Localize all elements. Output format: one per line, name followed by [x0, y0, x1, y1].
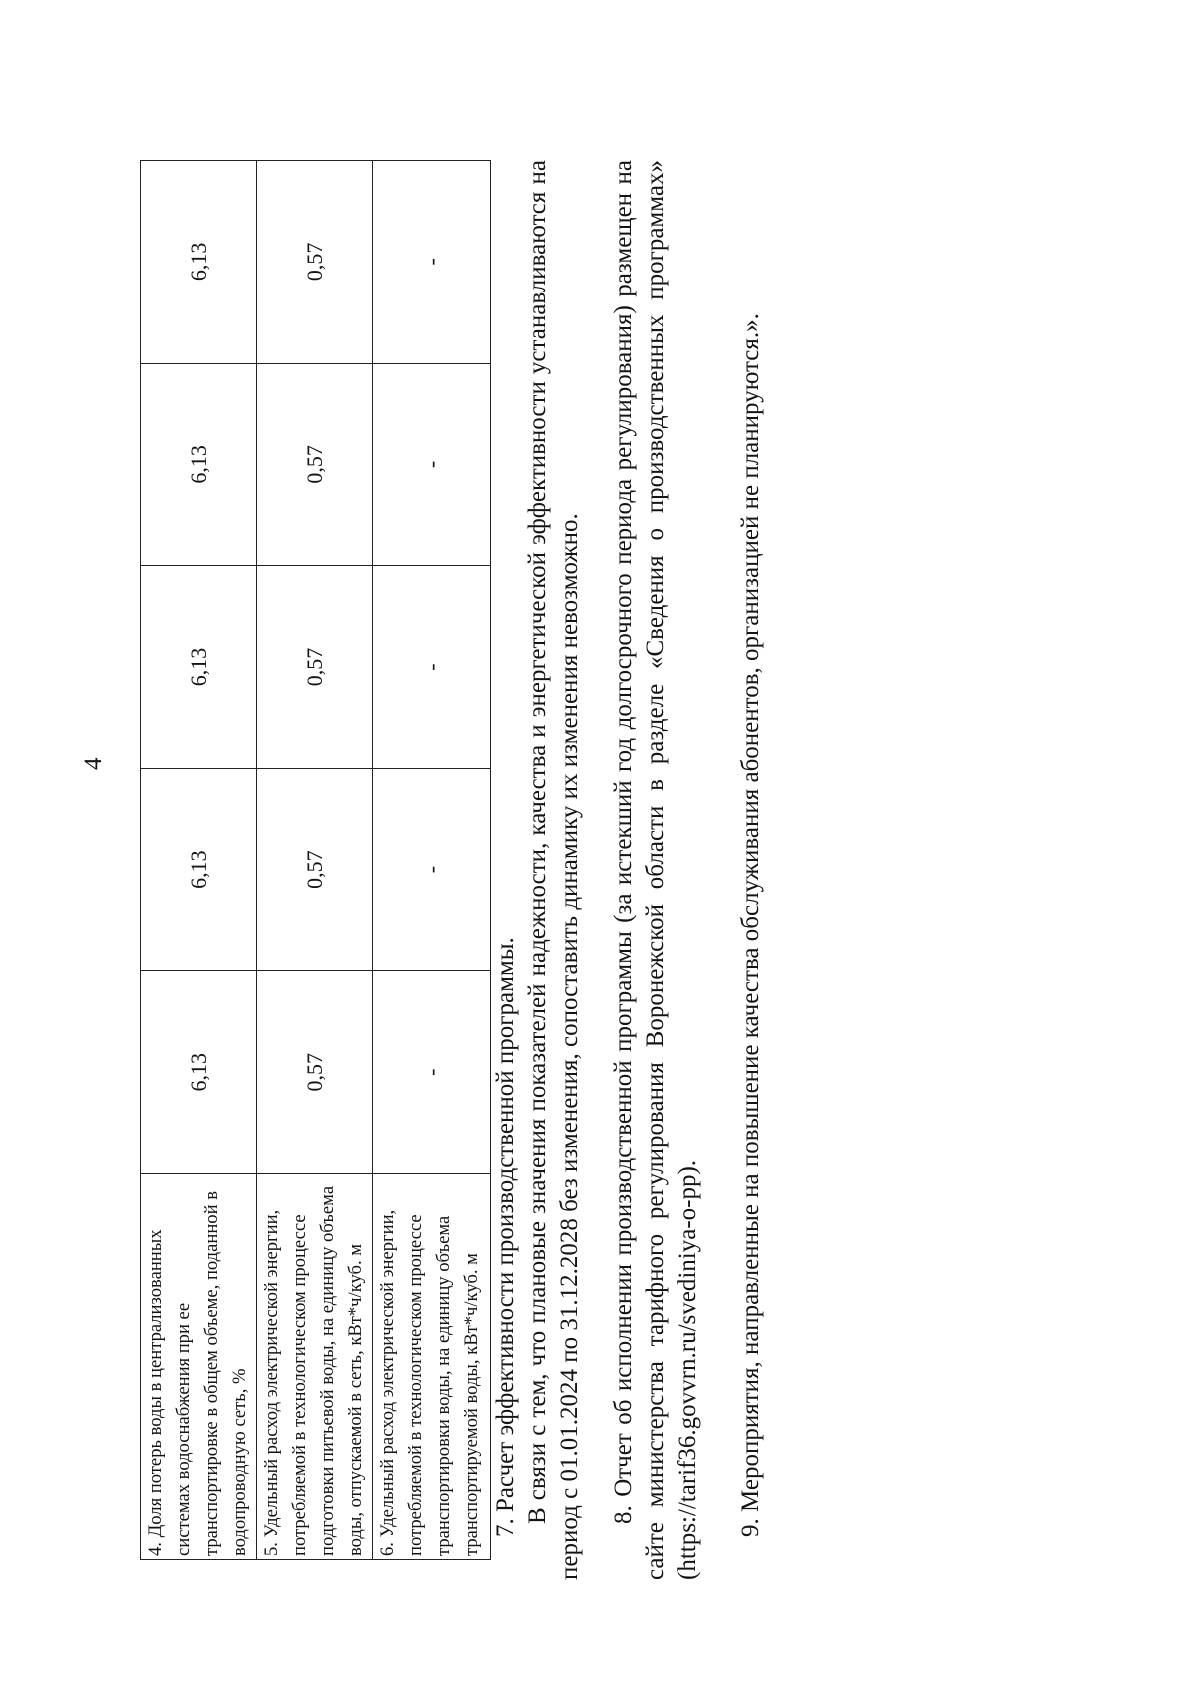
table-row	[373, 161, 491, 1560]
indicator-value: -	[373, 363, 491, 566]
indicator-value: -	[373, 161, 491, 364]
indicator-label: 6. Удельный расход электрической энергии, потребляемой в технологическом процессе транспортировки воды, на единицу объема транспортируемой воды, кВт*ч/куб. м	[373, 1174, 491, 1560]
rotated-document-page	[0, 140, 900, 1700]
page-number: 4	[80, 757, 107, 770]
section-7-title: 7. Расчет эффективности производственной программы.	[492, 937, 519, 1537]
section-8-text: 8. Отчет об исполнении производственной программы (за истекший год долгосрочного периода регулирования) размещен на сайте министерства тарифного регулирования Воронежской области в разделе «Сведения о производственных программах» (https://tarif36.govvrn.ru/svediniya-o-pp).	[610, 160, 701, 1580]
indicator-value: 0,57	[257, 768, 373, 971]
section-9-paragraph: 9. Мероприятия, направленные на повышение качества обслуживания абонентов, организацией не планируются.».	[737, 313, 764, 1537]
indicator-value: 0,57	[257, 566, 373, 769]
indicator-value: 0,57	[257, 161, 373, 364]
indicator-label: 5. Удельный расход электрической энергии, потребляемой в технологическом процессе подготовки питьевой воды, на единицу объема воды, отпускаемой в сеть, кВт*ч/куб. м	[257, 1174, 373, 1560]
indicator-value: -	[373, 566, 491, 769]
indicator-value: -	[373, 971, 491, 1174]
indicator-value: -	[373, 768, 491, 971]
indicator-value: 6,13	[141, 363, 257, 566]
section-7-paragraph	[522, 160, 586, 1580]
table-row	[141, 161, 257, 1560]
indicator-value: 0,57	[257, 363, 373, 566]
indicators-table	[140, 160, 491, 1560]
section-7-text: В связи с тем, что плановые значения показателей надежности, качества и энергетической эффективности устанавливаются на период с 01.01.2024 по 31.12.2028 без изменения, сопоставить динамику их изменения невозможно.	[524, 160, 583, 1580]
indicator-label: 4. Доля потерь воды в централизованных системах водоснабжения при ее транспортировке в общем объеме, поданной в водопроводную сеть, %	[141, 1174, 257, 1560]
indicator-value: 6,13	[141, 971, 257, 1174]
indicator-value: 6,13	[141, 768, 257, 971]
table-row	[257, 161, 373, 1560]
section-8-paragraph	[608, 160, 704, 1580]
indicator-value: 6,13	[141, 161, 257, 364]
indicator-value: 6,13	[141, 566, 257, 769]
indicator-value: 0,57	[257, 971, 373, 1174]
